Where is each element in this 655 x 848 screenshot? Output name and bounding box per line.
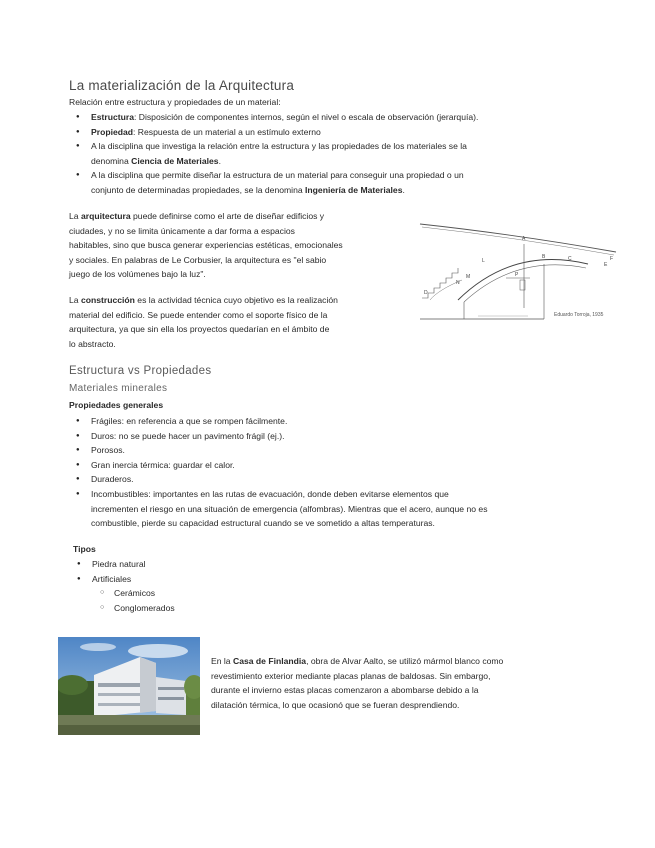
- tipos-heading: Tipos: [73, 544, 96, 554]
- diagram-label: F: [610, 256, 614, 262]
- diagram-label: N: [456, 280, 460, 286]
- construccion-paragraph: La construcción es la actividad técnica cuyo objetivo es la realización material del edificio. Se puede entender como el soporte físico de la arquitectura, ya que sin ella los proyectos quedarían en el ámbito de lo abstracto.: [69, 295, 338, 349]
- diagram-label: L: [482, 258, 485, 264]
- section-title: Estructura vs Propiedades: [69, 365, 212, 377]
- tipos-list: [92, 557, 292, 586]
- list-item: ● Duraderos.: [91, 472, 631, 487]
- list-item: ● A la disciplina que permite diseñar la estructura de un material para conseguir una propiedad o un conjunto de determinadas propiedades, se la denomina Ingeniería de Materiales.: [91, 168, 611, 197]
- page-title: La materialización de la Arquitectura: [69, 78, 295, 93]
- properties-list: [91, 414, 631, 531]
- diagram-label: M: [466, 274, 471, 280]
- list-item: ● Gran inercia térmica: guardar el calor.: [91, 458, 631, 473]
- diagram-label: P: [515, 272, 519, 278]
- list-item: ● A la disciplina que investiga la relación entre la estructura y las propiedades de los materiales se la denomina Ciencia de Materiales.: [91, 139, 611, 168]
- subtipos-list: [114, 586, 314, 615]
- list-item: ● Propiedad: Respuesta de un material a un estímulo externo: [91, 125, 611, 140]
- diagram-label: A: [522, 236, 526, 242]
- list-item: ● Piedra natural: [92, 557, 292, 572]
- finlandia-paragraph: En la Casa de Finlandia, obra de Alvar Aalto, se utilizó mármol blanco como revestimiento exterior mediante placas planas de baldosas. Sin embargo, durante el invierno estas placas comenzaron a abombarse debido a la dilatación térmica, lo que ocasionó que se fueran desprendiendo.: [211, 656, 504, 710]
- arquitectura-paragraph: La arquitectura puede definirse como el arte de diseñar edificios y ciudades, y no se limita únicamente a dar forma a espacios habitables, sino que busca generar experiencias estéticas, emocionales y sociales. En palabras de Le Corbusier, la arquitectura es "el sabio juego de los volúmenes bajo la luz".: [69, 211, 343, 280]
- properties-heading: Propiedades generales: [69, 400, 164, 410]
- diagram-label: C: [568, 256, 572, 262]
- intro-text: Relación entre estructura y propiedades de un material:: [69, 97, 281, 107]
- list-item: ● Porosos.: [91, 443, 631, 458]
- definitions-list: [91, 110, 611, 198]
- list-item: ● Estructura: Disposición de componentes internos, según el nivel o escala de observación (jerarquía).: [91, 110, 611, 125]
- list-item: ○ Cerámicos: [114, 586, 314, 601]
- diagram-label: B: [542, 254, 546, 260]
- diagram-label: E: [604, 262, 608, 268]
- section-subtitle: Materiales minerales: [69, 383, 168, 394]
- list-item: ● Frágiles: en referencia a que se rompen fácilmente.: [91, 414, 631, 429]
- list-item: ○ Conglomerados: [114, 601, 314, 616]
- list-item: ● Duros: no se puede hacer un pavimento frágil (ej.).: [91, 429, 631, 444]
- casa-finlandia-photo: [58, 637, 200, 735]
- diagram-caption: Eduardo Torroja, 1935: [554, 312, 604, 318]
- list-item: ● Artificiales: [92, 572, 292, 587]
- list-item: ● Incombustibles: importantes en las rutas de evacuación, donde deben evitarse elementos que incrementen el riesgo en una situación de emergencia (alfombras). Mientras que el acero, aunque no es combustible, pierde su capacidad estructural cuando se ve sometido a altas temperaturas.: [91, 487, 631, 531]
- diagram-label: D: [424, 290, 428, 296]
- torroja-section-diagram: [418, 218, 618, 322]
